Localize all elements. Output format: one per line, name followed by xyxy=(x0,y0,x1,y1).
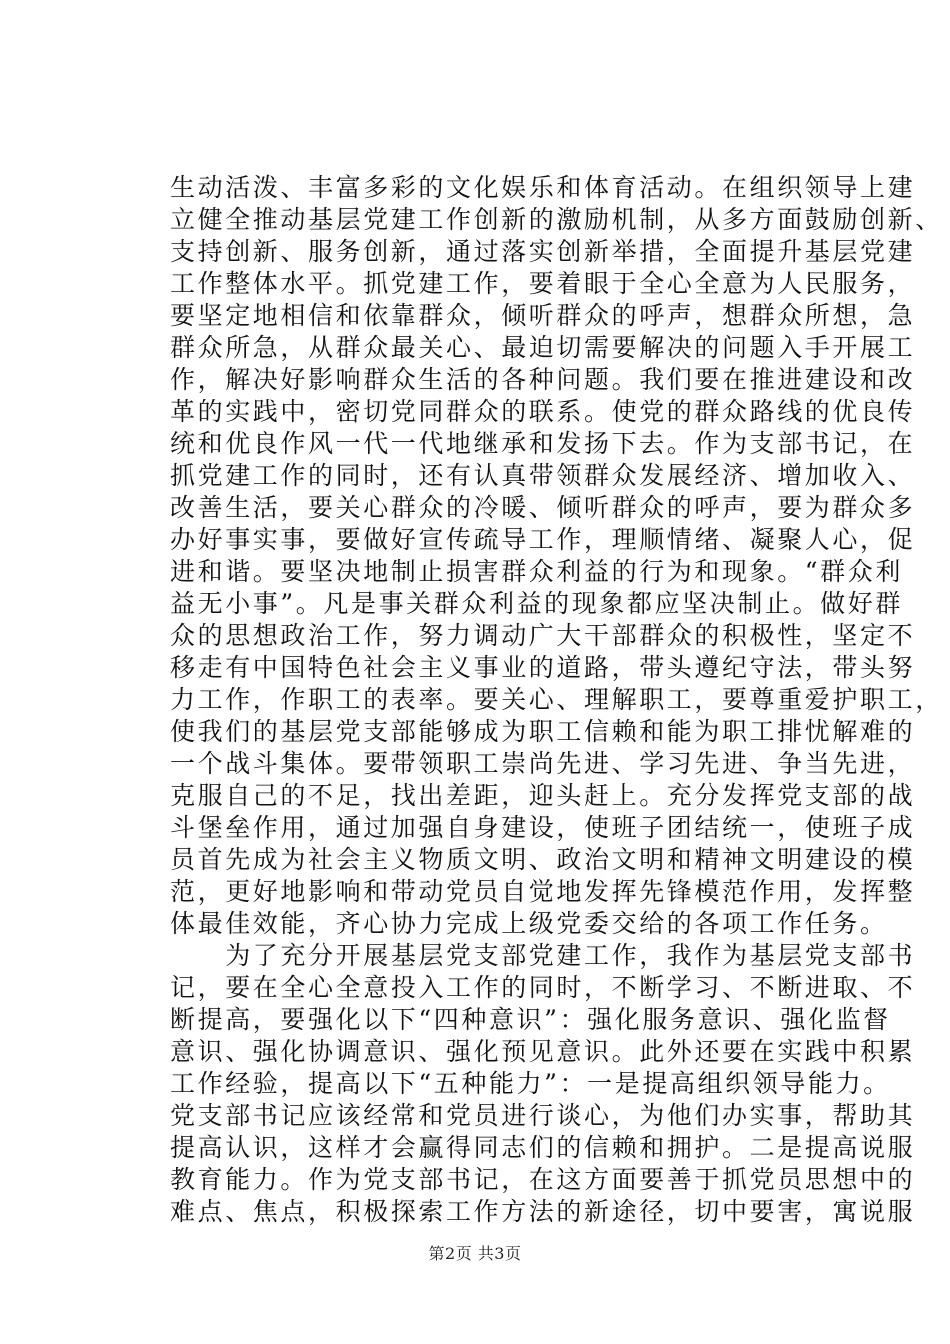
text-line: 抓党建工作的同时，还有认真带领群众发展经济、增加收入、 xyxy=(170,461,916,490)
text-line: 斗堡垒作用，通过加强自身建设，使班子团结统一，使班子成 xyxy=(170,813,916,842)
text-line: 教育能力。作为党支部书记，在这方面要善于抓党员思想中的 xyxy=(170,1165,916,1194)
text-line: 断提高，要强化以下“四种意识”：强化服务意识、强化监督 xyxy=(170,1005,891,1034)
page-footer: 第2页 共3页 xyxy=(428,1244,522,1263)
text-line: 员首先成为社会主义物质文明、政治文明和精神文明建设的模 xyxy=(170,845,916,874)
text-line: 要坚定地相信和依靠群众，倾听群众的呼声，想群众所想，急 xyxy=(170,301,916,330)
text-line: 作，解决好影响群众生活的各种问题。我们要在推进建设和改 xyxy=(170,365,916,394)
text-line: 提高认识，这样才会赢得同志们的信赖和拥护。二是提高说服 xyxy=(170,1133,916,1162)
text-line: 进和谐。要坚决地制止损害群众利益的行为和现象。“群众利 xyxy=(170,557,903,586)
text-line: 办好事实事，要做好宣传疏导工作，理顺情绪、凝聚人心，促 xyxy=(170,525,916,554)
text-line: 移走有中国特色社会主义事业的道路，带头遵纪守法，带头努 xyxy=(170,653,916,682)
text-line: 体最佳效能，齐心协力完成上级党委交给的各项工作任务。 xyxy=(170,909,888,938)
text-line: 记，要在全心全意投入工作的同时，不断学习、不断进取、不 xyxy=(170,973,916,1002)
text-line: 工作经验，提高以下“五种能力”：一是提高组织领导能力。 xyxy=(170,1069,891,1098)
text-line: 支持创新、服务创新，通过落实创新举措，全面提升基层党建 xyxy=(170,237,916,266)
text-line: 统和优良作风一代一代地继承和发扬下去。作为支部书记，在 xyxy=(170,429,916,458)
text-line: 立健全推动基层党建工作创新的激励机制，从多方面鼓励创新、 xyxy=(170,205,943,234)
text-line: 党支部书记应该经常和党员进行谈心，为他们办实事，帮助其 xyxy=(170,1101,916,1130)
text-line: 工作整体水平。抓党建工作，要着眼于全心全意为人民服务， xyxy=(170,269,916,298)
text-line: 范，更好地影响和带动党员自觉地发挥先锋模范作用，发挥整 xyxy=(170,877,916,906)
text-line: 生动活泼、丰富多彩的文化娱乐和体育活动。在组织领导上建 xyxy=(170,173,916,202)
text-line: 众的思想政治工作，努力调动广大干部群众的积极性，坚定不 xyxy=(170,621,916,650)
text-line: 益无小事”。凡是事关群众利益的现象都应坚决制止。做好群 xyxy=(170,589,903,618)
text-line: 为了充分开展基层党支部党建工作，我作为基层党支部书 xyxy=(170,941,916,970)
text-line: 意识、强化协调意识、强化预见意识。此外还要在实践中积累 xyxy=(170,1037,916,1066)
document-body xyxy=(170,172,943,1228)
text-line: 力工作，作职工的表率。要关心、理解职工，要尊重爱护职工， xyxy=(170,685,943,714)
text-line: 革的实践中，密切党同群众的联系。使党的群众路线的优良传 xyxy=(170,397,916,426)
text-line: 克服自己的不足，找出差距，迎头赶上。充分发挥党支部的战 xyxy=(170,781,916,810)
text-line: 难点、焦点，积极探索工作方法的新途径，切中要害，寓说服 xyxy=(170,1197,916,1226)
text-line: 改善生活，要关心群众的冷暖、倾听群众的呼声，要为群众多 xyxy=(170,493,916,522)
text-line: 使我们的基层党支部能够成为职工信赖和能为职工排忧解难的 xyxy=(170,717,916,746)
text-line: 群众所急，从群众最关心、最迫切需要解决的问题入手开展工 xyxy=(170,333,916,362)
text-line: 一个战斗集体。要带领职工崇尚先进、学习先进、争当先进， xyxy=(170,749,916,778)
